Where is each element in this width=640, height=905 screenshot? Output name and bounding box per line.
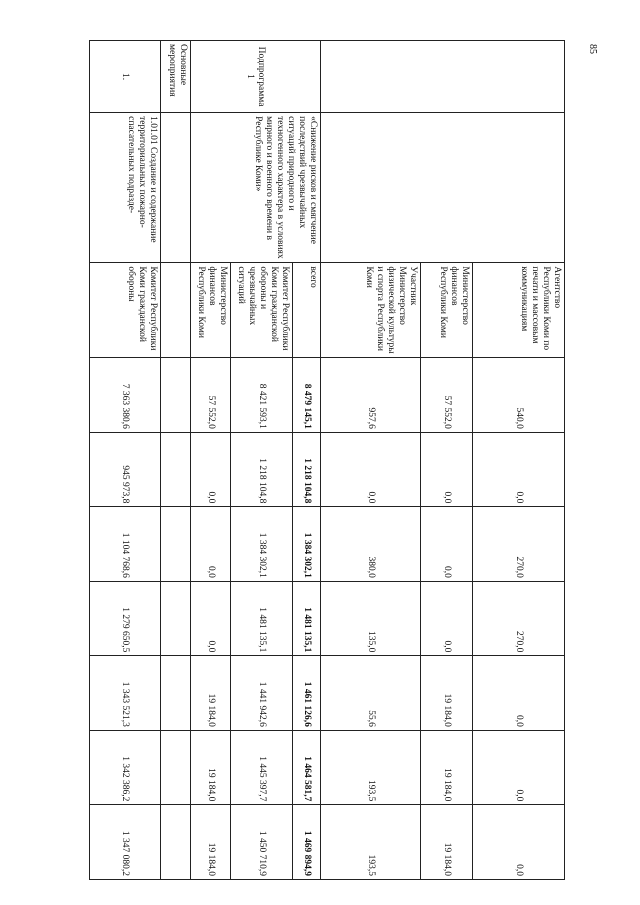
value-cell: 57 552,0 — [421, 358, 473, 433]
table-row — [293, 41, 321, 880]
value-cell — [161, 805, 191, 880]
value-cell: 1 450 710,9 — [231, 805, 293, 880]
value-cell: 1 384 302,1 — [293, 507, 321, 582]
value-cell: 55,6 — [321, 656, 421, 731]
table-row — [90, 41, 161, 880]
value-cell: 7 363 380,6 — [90, 358, 161, 433]
executor-cell: Министерство финансов Республики Коми — [421, 263, 473, 358]
value-cell: 8 421 593,1 — [231, 358, 293, 433]
value-cell: 540,0 — [473, 358, 565, 433]
activity-number-cell: 1. — [90, 41, 161, 113]
executor-cell: Участник Министерство физической культуры и спорта Республики Коми — [321, 263, 421, 358]
value-cell: 380,0 — [321, 507, 421, 582]
section-label-cell: Основные мероприятия — [161, 41, 191, 113]
value-cell: 1 342 386,2 — [90, 730, 161, 805]
activity-cell — [321, 113, 565, 263]
value-cell: 0,0 — [473, 656, 565, 731]
value-cell — [161, 730, 191, 805]
table-row — [473, 41, 565, 880]
value-cell: 19 184,0 — [421, 805, 473, 880]
value-cell — [161, 507, 191, 582]
executor-cell: Комитет Республики Коми гражданской обороны — [90, 263, 161, 358]
value-cell: 1 384 302,1 — [231, 507, 293, 582]
value-cell: 1 481 135,1 — [231, 581, 293, 656]
value-cell: 0,0 — [191, 581, 231, 656]
page-number: 85 — [587, 44, 598, 54]
value-cell: 1 104 768,6 — [90, 507, 161, 582]
value-cell: 1 464 581,7 — [293, 730, 321, 805]
value-cell: 1 461 126,6 — [293, 656, 321, 731]
value-cell — [161, 581, 191, 656]
value-cell: 1 347 080,2 — [90, 805, 161, 880]
value-cell: 0,0 — [421, 507, 473, 582]
activity-cell — [161, 113, 191, 263]
value-cell: 0,0 — [421, 581, 473, 656]
value-cell: 19 184,0 — [421, 656, 473, 731]
value-cell: 0,0 — [191, 507, 231, 582]
value-cell: 270,0 — [473, 507, 565, 582]
value-cell: 135,0 — [321, 581, 421, 656]
subprogram-title-cell: «Снижение рисков и смягчение последствий чрезвычайных ситуаций природного и техногенного характера в условиях мирного и военного времени в Республике Коми» — [191, 113, 321, 263]
value-cell: 1 469 894,9 — [293, 805, 321, 880]
value-cell: 0,0 — [473, 805, 565, 880]
value-cell — [161, 358, 191, 433]
subprogram-cell: Подпрограмма 1 — [191, 41, 321, 113]
executor-cell — [161, 263, 191, 358]
value-cell: 19 184,0 — [191, 805, 231, 880]
value-cell: 193,5 — [321, 805, 421, 880]
value-cell — [161, 656, 191, 731]
value-cell: 1 445 397,7 — [231, 730, 293, 805]
value-cell: 0,0 — [421, 432, 473, 507]
value-cell — [161, 432, 191, 507]
value-cell: 57 552,0 — [191, 358, 231, 433]
value-cell: 19 184,0 — [421, 730, 473, 805]
value-cell: 957,6 — [321, 358, 421, 433]
value-cell: 193,5 — [321, 730, 421, 805]
value-cell: 1 279 650,5 — [90, 581, 161, 656]
activity-cell: 1.01.01 Создание и содержание территориальных пожарно-спасательных подразде- — [90, 113, 161, 263]
program-cell — [321, 41, 565, 113]
value-cell: 1 481 135,1 — [293, 581, 321, 656]
rotated-table-wrapper — [90, 40, 565, 880]
value-cell: 0,0 — [473, 432, 565, 507]
value-cell: 0,0 — [473, 730, 565, 805]
table-row — [161, 41, 191, 880]
value-cell: 19 184,0 — [191, 730, 231, 805]
value-cell: 19 184,0 — [191, 656, 231, 731]
budget-table — [89, 40, 565, 880]
value-cell: 1 218 104,8 — [293, 432, 321, 507]
value-cell: 945 973,8 — [90, 432, 161, 507]
executor-cell: Министерство финансов Республики Коми — [191, 263, 231, 358]
value-cell: 0,0 — [191, 432, 231, 507]
executor-cell: Агентство Республики Коми по печати и массовым коммуникациям — [473, 263, 565, 358]
value-cell: 0,0 — [321, 432, 421, 507]
value-cell: 8 479 145,1 — [293, 358, 321, 433]
executor-cell: всего — [293, 263, 321, 358]
value-cell: 1 218 104,8 — [231, 432, 293, 507]
executor-cell: Комитет Республики Коми гражданской обороны и чрезвычайных ситуаций — [231, 263, 293, 358]
value-cell: 1 441 942,6 — [231, 656, 293, 731]
value-cell: 1 343 521,3 — [90, 656, 161, 731]
value-cell: 270,0 — [473, 581, 565, 656]
